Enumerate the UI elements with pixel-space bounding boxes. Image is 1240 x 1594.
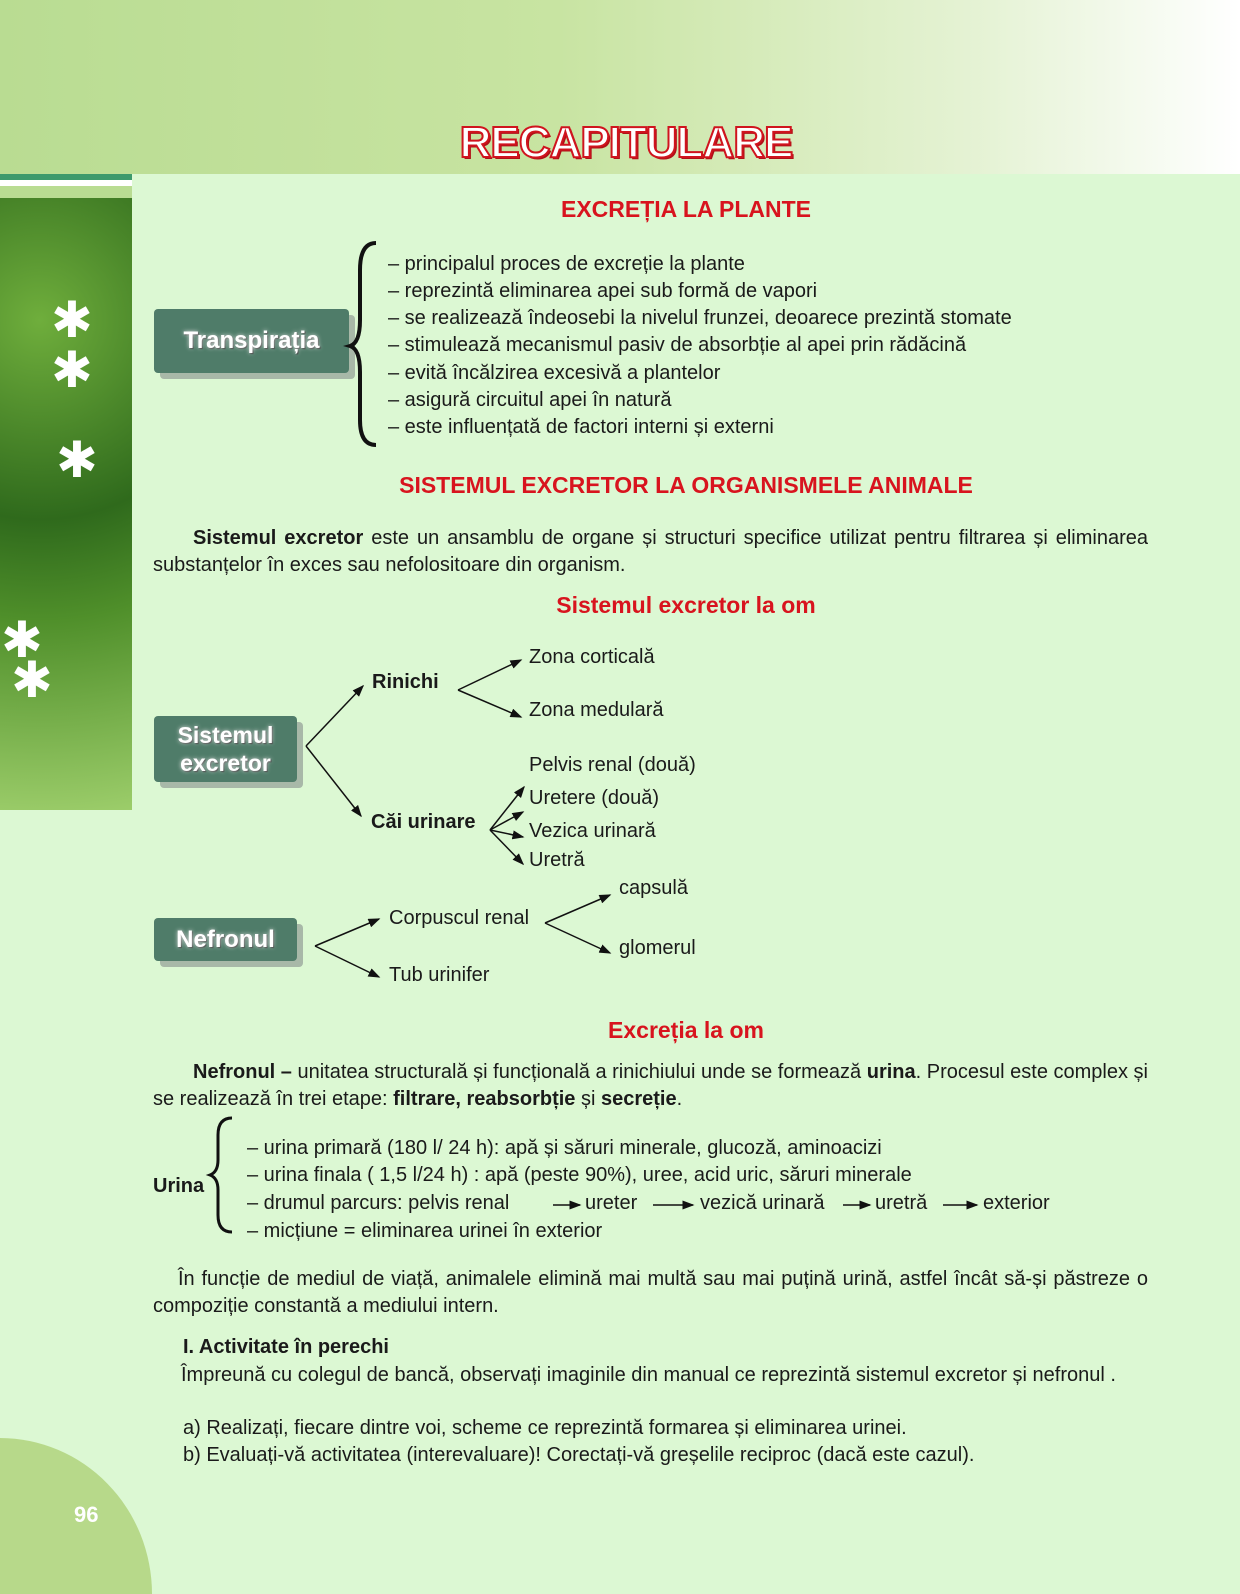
paragraph: Împreună cu colegul de bancă, observați imaginile din manual ce reprezintă sistemul excretor și nefronul . <box>181 1364 1116 1386</box>
list-item: – evită încălzirea excesivă a plantelor <box>388 362 721 384</box>
path-step: exterior <box>983 1192 1050 1214</box>
transpiratia-box: Transpirația <box>154 309 349 373</box>
paragraph <box>153 1059 1148 1113</box>
list-item: – urina finala ( 1,5 l/24 h) : apă (peste 90%), uree, acid uric, săruri minerale <box>247 1164 912 1186</box>
section-heading-animals: SISTEMUL EXCRETOR LA ORGANISMELE ANIMALE <box>399 472 973 498</box>
node: Corpuscul renal <box>389 907 530 929</box>
list-item: – drumul parcurs: pelvis renal <box>247 1192 510 1214</box>
urina-label: Urina <box>153 1175 205 1197</box>
paragraph: În funcție de mediul de viață, animalele elimină mai multă sau mai puțină urină, astfel încât să-și păstreze o compoziție constantă a mediului intern. <box>153 1268 1148 1317</box>
list-item: – reprezintă eliminarea apei sub formă de vapori <box>388 280 818 302</box>
text: . Procesul este complex și se realizează în trei etape: <box>153 1061 1148 1110</box>
section-heading-plants: EXCREȚIA LA PLANTE <box>560 196 812 222</box>
node: Uretră <box>529 849 585 871</box>
subheading-excretion: Excreția la om <box>608 1017 764 1043</box>
node: glomerul <box>619 937 696 959</box>
arrow <box>490 830 523 864</box>
bold-term: Nefronul – <box>193 1061 292 1083</box>
text: . <box>676 1088 683 1110</box>
arrow <box>545 895 610 923</box>
node-cai-urinare: Căi urinare <box>371 811 476 833</box>
node: Zona medulară <box>529 699 664 721</box>
list-item: – principalul proces de excreție la plante <box>388 253 745 275</box>
list-item: – este influențată de factori interni și externi <box>388 416 774 438</box>
arrow <box>315 919 379 946</box>
node: Pelvis renal (două) <box>529 754 696 776</box>
arrow <box>490 787 524 830</box>
flower-icon: ✱ <box>51 342 93 398</box>
list-item: – urina primară (180 l/ 24 h): apă și săruri minerale, glucoză, aminoacizi <box>247 1137 882 1159</box>
activity-title: I. Activitate în perechi <box>183 1336 389 1358</box>
brace-icon <box>210 1118 232 1232</box>
brace-icon <box>350 243 376 445</box>
path-step: vezică urinară <box>700 1192 825 1214</box>
node-rinichi: Rinichi <box>372 671 439 693</box>
node: Vezica urinară <box>529 820 656 842</box>
arrow <box>490 812 523 830</box>
node: Tub urinifer <box>389 964 490 986</box>
list-item: – micțiune = eliminarea urinei în exterior <box>247 1220 603 1242</box>
text: este un ansamblu de organe și structuri specifice utilizat pentru filtrarea și eliminarea substanțelor în exces sau nefolositoare din organism. <box>153 527 1149 576</box>
task-b: b) Evaluați-vă activitatea (interevaluare)! Corectați-vă greșelile reciproc (dacă este cazul). <box>183 1444 975 1466</box>
arrow <box>545 923 610 953</box>
flower-icon: ✱ <box>11 652 53 708</box>
text: unitatea structurală și funcțională a rinichiului unde se formează <box>291 1061 867 1083</box>
arrow <box>458 690 521 717</box>
flower-icon: ✱ <box>51 292 93 348</box>
flower-icon: ✱ <box>1 612 43 668</box>
arrow <box>315 946 379 977</box>
node: Uretere (două) <box>529 787 660 809</box>
bold-term: urina <box>866 1061 916 1083</box>
paragraph <box>153 525 1148 579</box>
arrow <box>306 686 363 746</box>
page-number: 96 <box>74 1502 99 1527</box>
list-item: – se realizează îndeosebi la nivelul frunzei, deoarece prezintă stomate <box>388 307 1012 329</box>
path-step: uretră <box>875 1192 928 1214</box>
subheading-human-system: Sistemul excretor la om <box>556 592 816 618</box>
arrow <box>458 660 521 690</box>
text: și <box>575 1088 601 1110</box>
node: Zona corticală <box>529 646 655 668</box>
path-step: ureter <box>585 1192 638 1214</box>
node: capsulă <box>619 877 688 899</box>
bold-term: filtrare, reabsorbție <box>393 1088 576 1110</box>
arrow <box>306 746 361 816</box>
page-title: RECAPITULARE <box>459 118 793 167</box>
list-item: – asigură circuitul apei în natură <box>388 389 672 411</box>
bold-term: Sistemul excretor <box>193 527 364 549</box>
task-a: a) Realizați, fiecare dintre voi, scheme ce reprezintă formarea și eliminarea urinei. <box>183 1417 907 1439</box>
sistem-excretor-box: Sistemul excretor <box>154 716 297 782</box>
bold-term: secreție <box>601 1088 677 1110</box>
nefronul-box: Nefronul <box>154 918 297 961</box>
flower-icon: ✱ <box>56 432 98 488</box>
list-item: – stimulează mecanismul pasiv de absorbție al apei prin rădăcină <box>388 334 967 356</box>
